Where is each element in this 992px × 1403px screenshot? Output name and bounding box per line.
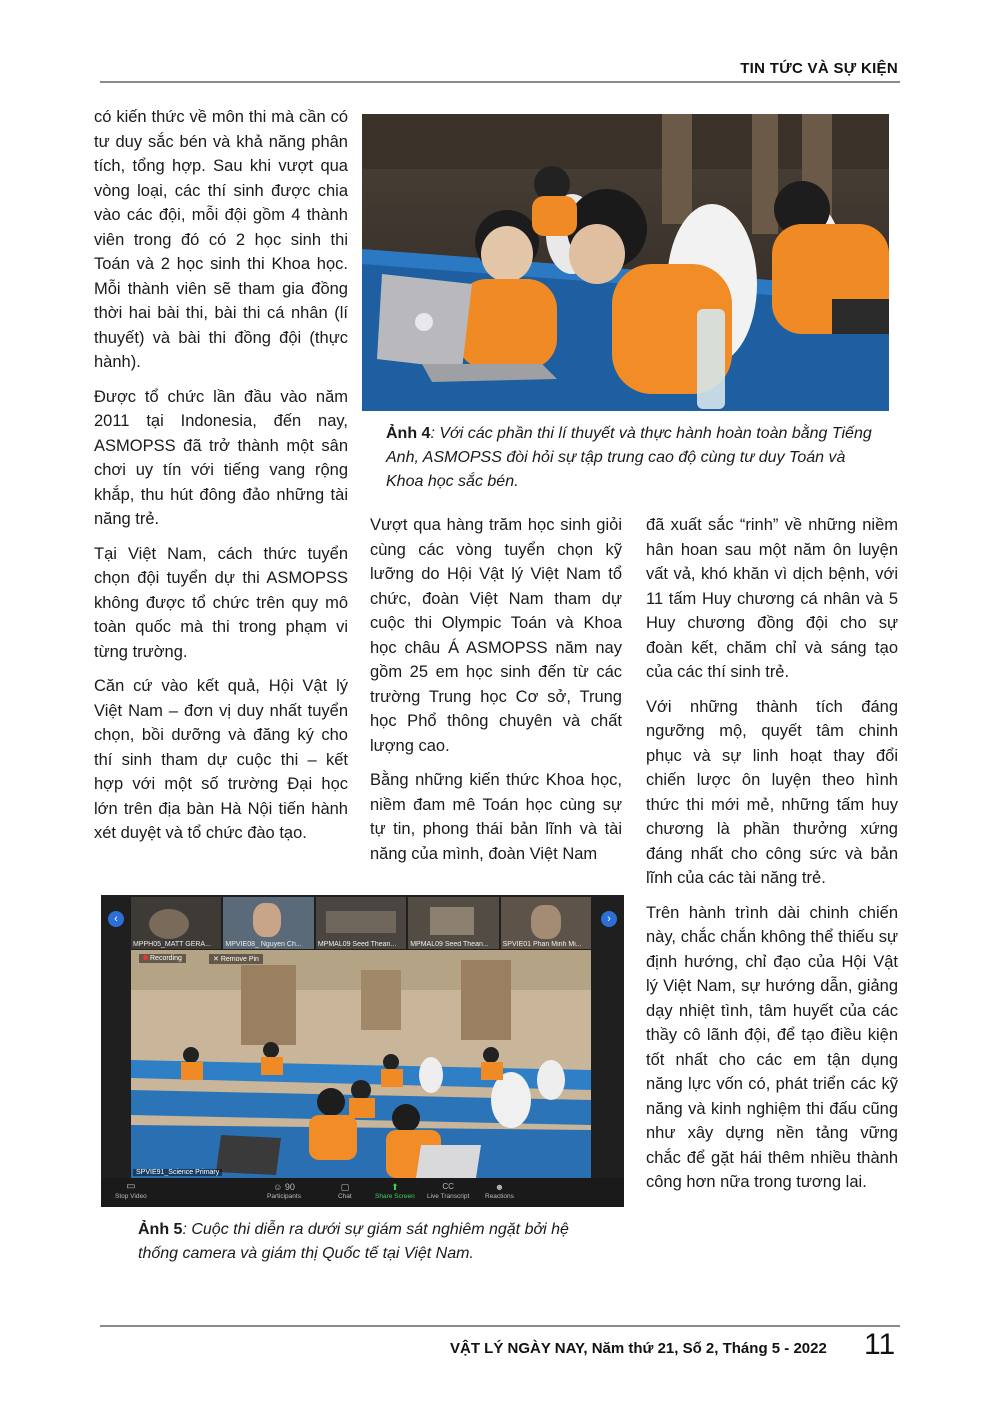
photo-4-caption xyxy=(386,422,886,494)
caption-text: : Với các phần thi lí thuyết và thực hành hoàn toàn bằng Tiếng Anh, ASMOPSS đòi hỏi sự tập trung cao độ cùng tư duy Toán và Khoa học sắc bén. xyxy=(386,425,872,490)
participant-tile[interactable] xyxy=(408,897,498,949)
journal-name: VẬT LÝ NGÀY NAY xyxy=(450,1340,584,1357)
reactions-button[interactable]: ☻ Reactions xyxy=(485,1182,514,1200)
main-video xyxy=(131,950,591,1178)
participant-tile[interactable] xyxy=(223,897,313,949)
header-rule xyxy=(100,81,900,83)
participant-tile[interactable] xyxy=(316,897,406,949)
issue-info: , Năm thứ 21, Số 2, Tháng 5 - 2022 xyxy=(583,1340,827,1357)
cc-icon: CC xyxy=(442,1182,454,1191)
share-screen-button[interactable]: ⬆ Share Screen xyxy=(375,1182,415,1200)
people-icon: ☺ xyxy=(273,1182,283,1192)
paragraph: đã xuất sắc “rinh” về những niềm hân hoan sau một năm ôn luyện vất vả, khó khăn vì dịch bệnh, với 11 tấm Huy chương cá nhân và 5 Huy chương đồng đội cho sự đoàn kết, chăm chỉ và sáng tạo của các thí sinh trẻ. xyxy=(646,516,898,681)
paragraph: Căn cứ vào kết quả, Hội Vật lý Việt Nam – đơn vị duy nhất tuyển chọn, bồi dưỡng và đăng ký cho thí sinh tham dự cuộc thi – kết hợp với một số trường Đại học lớn trên địa bàn Hà Nội tiến hành xét duyệt và tổ chức đào tạo. xyxy=(94,677,348,842)
pin-icon: ✕ xyxy=(213,956,221,963)
paragraph: Tại Việt Nam, cách thức tuyển chọn đội tuyển dự thi ASMOPSS không được tổ chức trên quy mô toàn quốc mà thi trong phạm vi từng trường. xyxy=(94,544,348,661)
camera-icon: ▭ xyxy=(126,1181,136,1192)
smiley-icon: ☻ xyxy=(494,1182,505,1192)
paragraph: Vượt qua hàng trăm học sinh giỏi cùng các vòng tuyển chọn kỹ lưỡng do Hội Vật lý Việt Nam tổ chức, đoàn Việt Nam tham dự cuộc thi Olympic Toán và Khoa học châu Á ASMOPSS năm nay gồm 25 em học sinh đến từ các trường Trung học Cơ sở, Trung học Phổ thông chuyên và chất lượng cao. xyxy=(370,516,622,755)
chat-icon: ▢ xyxy=(340,1182,350,1192)
article-column-1 xyxy=(94,105,348,856)
photo-5 xyxy=(101,895,624,1207)
caption-label: Ảnh 5 xyxy=(138,1221,183,1238)
stop-video-button[interactable]: ▭ Stop Video xyxy=(115,1181,147,1200)
participant-count: 90 xyxy=(284,1182,295,1192)
chat-button[interactable]: ▢ Chat xyxy=(338,1182,352,1200)
recording-indicator: Recording xyxy=(139,954,186,963)
paragraph: Với những thành tích đáng ngưỡng mộ, quyết tâm chinh phục và sự linh hoạt thay đổi chiến lược ôn luyện theo hình thức thi mới mẻ, những tấm huy chương là phần thưởng xứng đáng nhất cho công sức và bản lĩnh của các tài năng trẻ. xyxy=(646,697,898,887)
article-column-3 xyxy=(646,513,898,1205)
record-dot-icon xyxy=(143,955,148,960)
participant-label: MPVIE08_ Nguyen Ch... xyxy=(225,941,302,948)
next-page-button[interactable]: › xyxy=(601,911,617,927)
participant-label: MPMAL09 Seed Thean... xyxy=(410,941,489,948)
photo-4-image xyxy=(362,114,889,411)
photo-5-caption xyxy=(138,1218,608,1266)
video-name-label: SPVIE91_Science Primary xyxy=(133,1169,222,1176)
participant-tile[interactable] xyxy=(131,897,221,949)
participant-tile[interactable] xyxy=(501,897,591,949)
share-icon: ⬆ xyxy=(391,1182,399,1192)
main-video-image xyxy=(131,950,591,1178)
paragraph: Bằng những kiến thức Khoa học, niềm đam mê Toán học cùng sự tự tin, phong thái bản lĩnh và tài năng của mình, đoàn Việt Nam xyxy=(370,771,622,863)
photo-4 xyxy=(362,114,889,411)
page-number: 11 xyxy=(864,1328,896,1361)
participants-button[interactable]: ☺ 90 Participants xyxy=(267,1182,301,1200)
paragraph: có kiến thức về môn thi mà cần có tư duy sắc bén và khả năng phân tích, tổng hợp. Sau khi vượt qua vòng loại, các thí sinh được chia vào các đội, mỗi đội gồm 4 thành viên trong đó có 2 học sinh thi Toán và 2 học sinh thi Khoa học. Mỗi thành viên sẽ tham gia đồng thời hai bài thi, bài thi cá nhân (lí thuyết) và bài thi đồng đội (thực hành). xyxy=(94,108,348,371)
participant-label: SPVIE01 Phan Minh Mi... xyxy=(502,941,582,948)
remove-pin-button[interactable]: ✕ Remove Pin xyxy=(209,954,263,964)
participant-strip xyxy=(131,897,591,949)
article-column-2 xyxy=(370,513,622,876)
participant-label: MPPH05_MATT GERA... xyxy=(133,941,211,948)
caption-text: : Cuộc thi diễn ra dưới sự giám sát nghiêm ngặt bởi hệ thống camera và giám thị Quốc tế tại Việt Nam. xyxy=(138,1221,569,1262)
caption-label: Ảnh 4 xyxy=(386,425,431,442)
participant-label: MPMAL09 Seed Thean... xyxy=(317,941,397,948)
paragraph: Trên hành trình dài chinh chiến này, chắc chắn không thể thiếu sự định hướng, chỉ đạo của Hội Vật lý Việt Nam, sự hướng dẫn, giảng dạy nhiệt tình, tâm huyết của các thầy cô lãnh đội, để tạo điều kiện tốt nhất cho các em tận dụng năng lực vốn có, phát triển các kỹ năng và kinh nghiệm thi đấu cũng như xây dựng nền tảng vững chắc để gặt hái thêm nhiều thành công hơn nữa trong tương lai. xyxy=(646,903,898,1191)
section-title: TIN TỨC VÀ SỰ KIỆN xyxy=(740,60,898,77)
journal-footer xyxy=(450,1340,827,1357)
paragraph: Được tổ chức lần đầu vào năm 2011 tại Indonesia, đến nay, ASMOPSS đã trở thành một sân chơi uy tín với tiếng vang rộng khắp, thu hút đông đảo những tài năng trẻ. xyxy=(94,387,348,528)
meeting-toolbar xyxy=(101,1178,624,1207)
prev-page-button[interactable]: ‹ xyxy=(108,911,124,927)
live-transcript-button[interactable]: CC Live Transcript xyxy=(427,1182,470,1200)
footer-rule xyxy=(100,1325,900,1327)
